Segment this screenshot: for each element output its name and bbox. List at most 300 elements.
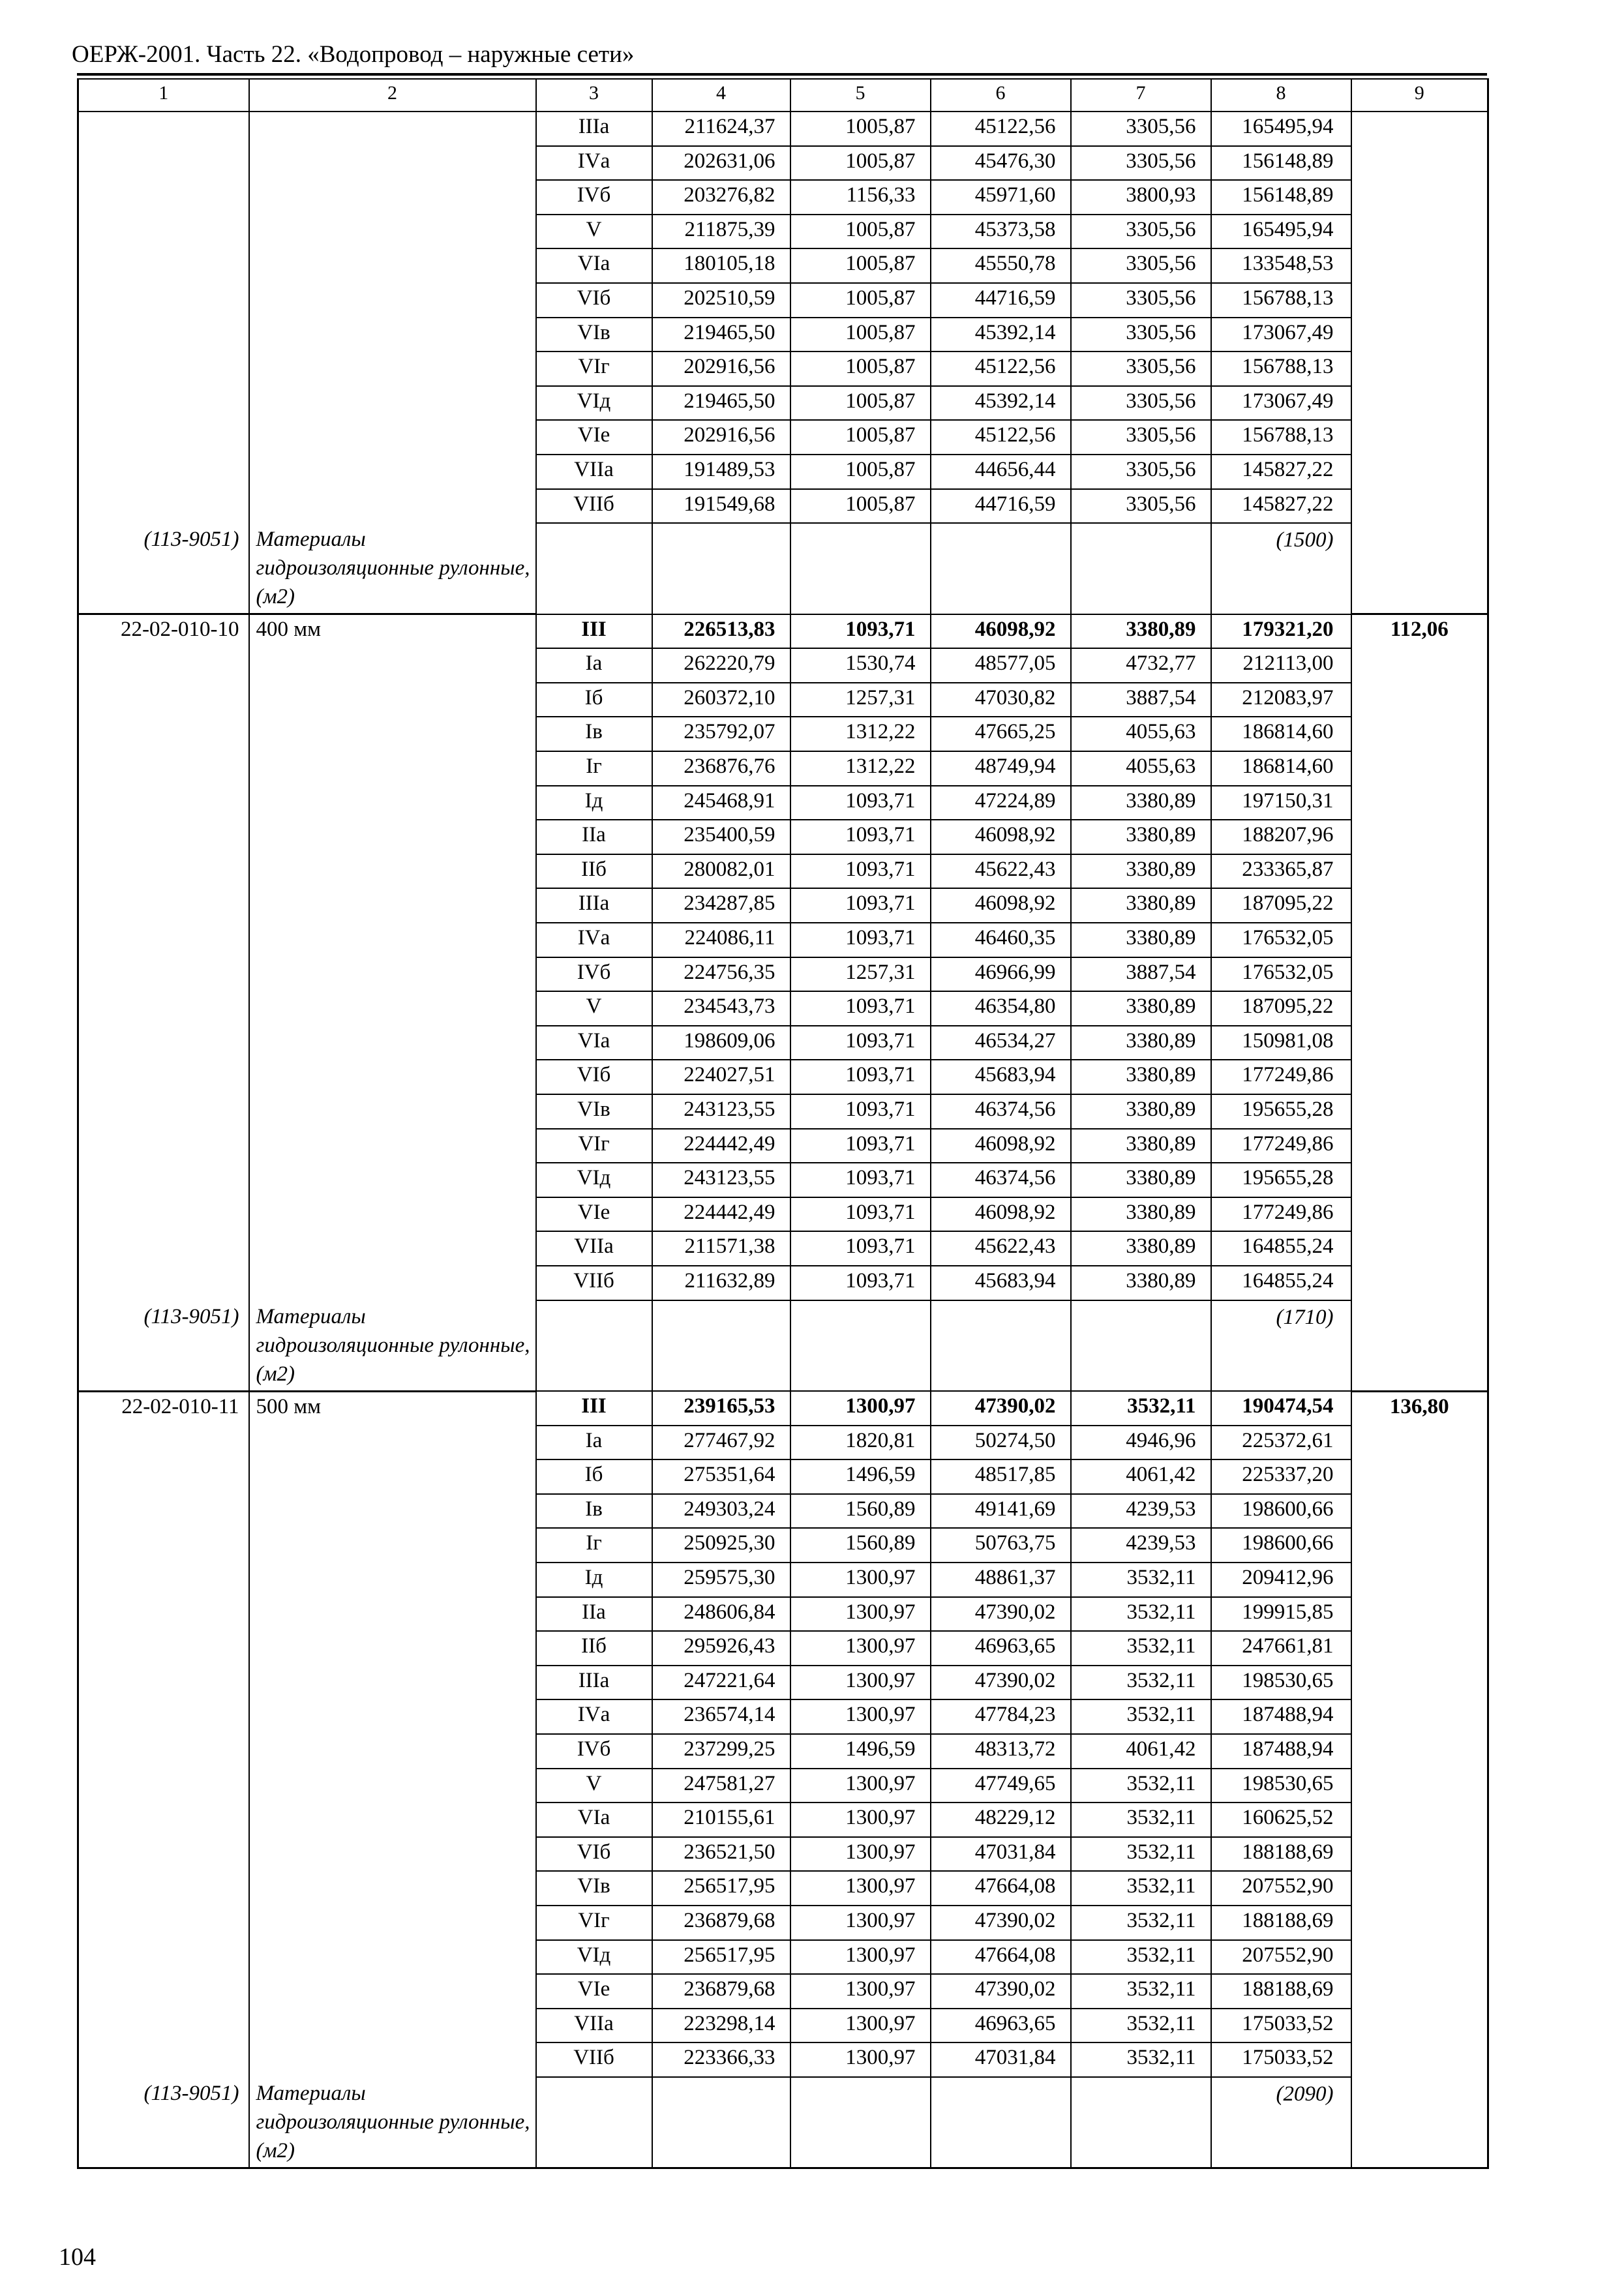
labor-cost <box>1351 854 1488 889</box>
materials-cost: 156788,13 <box>1211 352 1351 386</box>
machine-cost: 47030,82 <box>931 683 1071 717</box>
table-row <box>78 614 1488 649</box>
item-name <box>249 923 536 957</box>
materials-cost: 187095,22 <box>1211 991 1351 1026</box>
labor-cost <box>1351 318 1488 352</box>
table-row <box>78 923 1488 957</box>
materials-cost: 209412,96 <box>1211 1563 1351 1597</box>
table-row <box>78 112 1488 146</box>
labor-cost <box>1351 1163 1488 1197</box>
table-row <box>78 318 1488 352</box>
item-code <box>78 1734 249 1769</box>
region-code: IVб <box>536 1734 652 1769</box>
machine-cost: 44716,59 <box>931 489 1071 524</box>
machine-cost: 47390,02 <box>931 1974 1071 2009</box>
region-code: VIIа <box>536 455 652 489</box>
item-name <box>249 112 536 146</box>
machine-cost: 46098,92 <box>931 1197 1071 1232</box>
machinist-wages: 3532,11 <box>1071 1631 1211 1666</box>
column-number: 2 <box>249 79 536 112</box>
labor-cost <box>1351 248 1488 283</box>
item-name <box>249 283 536 318</box>
empty-cell <box>931 1300 1071 1392</box>
item-code <box>78 1163 249 1197</box>
machinist-wages: 3305,56 <box>1071 420 1211 455</box>
table-row <box>78 1699 1488 1734</box>
item-name <box>249 2009 536 2043</box>
materials-cost: 198600,66 <box>1211 1494 1351 1529</box>
table-row <box>78 489 1488 524</box>
labor-cost <box>1351 1266 1488 1300</box>
labor-cost <box>1351 420 1488 455</box>
region-code: Iг <box>536 751 652 786</box>
region-code: VIIа <box>536 1231 652 1266</box>
machine-cost: 48517,85 <box>931 1459 1071 1494</box>
machine-cost: 45122,56 <box>931 420 1071 455</box>
labor-cost <box>1351 751 1488 786</box>
wages-cost: 1300,97 <box>790 1803 931 1837</box>
total-cost: 236574,14 <box>652 1699 790 1734</box>
total-cost: 203276,82 <box>652 180 790 215</box>
item-name <box>249 1528 536 1563</box>
total-cost: 224027,51 <box>652 1060 790 1094</box>
wages-cost: 1005,87 <box>790 318 931 352</box>
materials-cost: 164855,24 <box>1211 1231 1351 1266</box>
item-code <box>78 957 249 992</box>
region-code: IVб <box>536 180 652 215</box>
machinist-wages: 3532,11 <box>1071 1699 1211 1734</box>
item-name <box>249 957 536 992</box>
labor-cost <box>1351 786 1488 820</box>
table-row <box>78 786 1488 820</box>
empty-cell <box>790 2077 931 2168</box>
total-cost: 234543,73 <box>652 991 790 1026</box>
machine-cost: 47664,08 <box>931 1940 1071 1975</box>
wages-cost: 1300,97 <box>790 1940 931 1975</box>
materials-cost: 225337,20 <box>1211 1459 1351 1494</box>
machinist-wages: 3532,11 <box>1071 1391 1211 1426</box>
materials-cost: 190474,54 <box>1211 1391 1351 1426</box>
materials-cost: 175033,52 <box>1211 2009 1351 2043</box>
materials-cost: 225372,61 <box>1211 1426 1351 1460</box>
wages-cost: 1005,87 <box>790 489 931 524</box>
wages-cost: 1530,74 <box>790 648 931 683</box>
labor-cost <box>1351 1026 1488 1060</box>
wages-cost: 1093,71 <box>790 1197 931 1232</box>
item-name <box>249 1129 536 1163</box>
item-name <box>249 455 536 489</box>
item-code <box>78 1699 249 1734</box>
machinist-wages: 3532,11 <box>1071 1597 1211 1632</box>
machine-cost: 46354,80 <box>931 991 1071 1026</box>
machine-cost: 45392,14 <box>931 386 1071 421</box>
region-code: Iд <box>536 1563 652 1597</box>
wages-cost: 1005,87 <box>790 146 931 181</box>
material-row <box>78 1300 1488 1392</box>
total-cost: 223298,14 <box>652 2009 790 2043</box>
table-row <box>78 1528 1488 1563</box>
column-number: 8 <box>1211 79 1351 112</box>
column-number: 1 <box>78 79 249 112</box>
machinist-wages: 3532,11 <box>1071 1666 1211 1700</box>
total-cost: 236521,50 <box>652 1837 790 1872</box>
labor-cost <box>1351 1699 1488 1734</box>
item-name <box>249 420 536 455</box>
wages-cost: 1300,97 <box>790 1906 931 1940</box>
region-code: IIIа <box>536 888 652 923</box>
machinist-wages: 3380,89 <box>1071 1026 1211 1060</box>
total-cost: 245468,91 <box>652 786 790 820</box>
total-cost: 243123,55 <box>652 1094 790 1129</box>
item-name <box>249 1940 536 1975</box>
region-code: VIа <box>536 248 652 283</box>
materials-cost: 176532,05 <box>1211 957 1351 992</box>
region-code: VIг <box>536 1906 652 1940</box>
wages-cost: 1005,87 <box>790 248 931 283</box>
machine-cost: 45122,56 <box>931 112 1071 146</box>
materials-cost: 188188,69 <box>1211 1974 1351 2009</box>
region-code: VIв <box>536 1094 652 1129</box>
item-name <box>249 1837 536 1872</box>
item-code <box>78 1426 249 1460</box>
machinist-wages: 3532,11 <box>1071 1837 1211 1872</box>
table-row <box>78 1060 1488 1094</box>
region-code: VIг <box>536 1129 652 1163</box>
machinist-wages: 3532,11 <box>1071 2042 1211 2077</box>
total-cost: 180105,18 <box>652 248 790 283</box>
labor-cost <box>1351 386 1488 421</box>
wages-cost: 1496,59 <box>790 1459 931 1494</box>
table-row <box>78 991 1488 1026</box>
table-row <box>78 1459 1488 1494</box>
item-name <box>249 215 536 249</box>
table-row <box>78 1094 1488 1129</box>
total-cost: 259575,30 <box>652 1563 790 1597</box>
machine-cost: 47390,02 <box>931 1666 1071 1700</box>
item-code <box>78 751 249 786</box>
materials-cost: 247661,81 <box>1211 1631 1351 1666</box>
total-cost: 202510,59 <box>652 283 790 318</box>
item-name <box>249 1494 536 1529</box>
labor-cost <box>1351 215 1488 249</box>
machinist-wages: 3380,89 <box>1071 923 1211 957</box>
page-number: 104 <box>59 2243 96 2271</box>
total-cost: 198609,06 <box>652 1026 790 1060</box>
materials-cost: 188188,69 <box>1211 1837 1351 1872</box>
total-cost: 224442,49 <box>652 1129 790 1163</box>
machine-cost: 46374,56 <box>931 1163 1071 1197</box>
table-body <box>78 79 1488 2168</box>
wages-cost: 1300,97 <box>790 1974 931 2009</box>
material-quantity: (2090) <box>1211 2077 1351 2168</box>
table-row <box>78 1391 1488 1426</box>
item-code <box>78 248 249 283</box>
table-row <box>78 854 1488 889</box>
machine-cost: 47390,02 <box>931 1906 1071 1940</box>
wages-cost: 1257,31 <box>790 683 931 717</box>
labor-cost <box>1351 683 1488 717</box>
wages-cost: 1005,87 <box>790 352 931 386</box>
materials-cost: 173067,49 <box>1211 318 1351 352</box>
region-code: VIг <box>536 352 652 386</box>
total-cost: 224086,11 <box>652 923 790 957</box>
materials-cost: 173067,49 <box>1211 386 1351 421</box>
labor-cost <box>1351 1528 1488 1563</box>
machine-cost: 47784,23 <box>931 1699 1071 1734</box>
empty-cell <box>790 523 931 614</box>
wages-cost: 1093,71 <box>790 786 931 820</box>
empty-cell <box>931 2077 1071 2168</box>
wages-cost: 1093,71 <box>790 888 931 923</box>
table-row <box>78 1666 1488 1700</box>
materials-cost: 164855,24 <box>1211 1266 1351 1300</box>
column-number: 7 <box>1071 79 1211 112</box>
total-cost: 243123,55 <box>652 1163 790 1197</box>
region-code: VIе <box>536 1974 652 2009</box>
region-code: IIб <box>536 854 652 889</box>
labor-cost <box>1351 180 1488 215</box>
table-row <box>78 1871 1488 1906</box>
table-row <box>78 1563 1488 1597</box>
item-code <box>78 1837 249 1872</box>
machinist-wages: 3305,56 <box>1071 215 1211 249</box>
empty-cell <box>1351 2077 1488 2168</box>
total-cost: 239165,53 <box>652 1391 790 1426</box>
labor-cost <box>1351 489 1488 524</box>
region-code: IVа <box>536 1699 652 1734</box>
item-code <box>78 854 249 889</box>
region-code: IIIа <box>536 112 652 146</box>
machine-cost: 46963,65 <box>931 1631 1071 1666</box>
region-code: Iг <box>536 1528 652 1563</box>
machinist-wages: 3305,56 <box>1071 489 1211 524</box>
item-code <box>78 283 249 318</box>
materials-cost: 156148,89 <box>1211 180 1351 215</box>
labor-cost: 112,06 <box>1351 614 1488 649</box>
total-cost: 202916,56 <box>652 352 790 386</box>
material-code: (113-9051) <box>78 2077 249 2168</box>
item-name <box>249 1459 536 1494</box>
labor-cost <box>1351 1094 1488 1129</box>
materials-cost: 207552,90 <box>1211 1940 1351 1975</box>
labor-cost <box>1351 1871 1488 1906</box>
item-name: 500 мм <box>249 1391 536 1426</box>
labor-cost <box>1351 1231 1488 1266</box>
empty-cell <box>652 1300 790 1392</box>
materials-cost: 156788,13 <box>1211 420 1351 455</box>
region-code: IIб <box>536 1631 652 1666</box>
region-code: VIд <box>536 1940 652 1975</box>
machine-cost: 48313,72 <box>931 1734 1071 1769</box>
total-cost: 247221,64 <box>652 1666 790 1700</box>
table-row <box>78 1803 1488 1837</box>
region-code: V <box>536 991 652 1026</box>
item-code <box>78 180 249 215</box>
materials-cost: 145827,22 <box>1211 455 1351 489</box>
wages-cost: 1300,97 <box>790 1837 931 1872</box>
wages-cost: 1005,87 <box>790 455 931 489</box>
machinist-wages: 4732,77 <box>1071 648 1211 683</box>
wages-cost: 1300,97 <box>790 1699 931 1734</box>
labor-cost <box>1351 455 1488 489</box>
wages-cost: 1093,71 <box>790 1060 931 1094</box>
column-number: 9 <box>1351 79 1488 112</box>
total-cost: 226513,83 <box>652 614 790 649</box>
header-rule <box>77 73 1487 76</box>
total-cost: 219465,50 <box>652 318 790 352</box>
table-row <box>78 146 1488 181</box>
region-code: VIв <box>536 1871 652 1906</box>
labor-cost <box>1351 1906 1488 1940</box>
total-cost: 211632,89 <box>652 1266 790 1300</box>
table-row <box>78 1734 1488 1769</box>
materials-cost: 156788,13 <box>1211 283 1351 318</box>
machinist-wages: 3532,11 <box>1071 1974 1211 2009</box>
machinist-wages: 4055,63 <box>1071 717 1211 751</box>
labor-cost: 136,80 <box>1351 1391 1488 1426</box>
item-name <box>249 820 536 854</box>
materials-cost: 156148,89 <box>1211 146 1351 181</box>
labor-cost <box>1351 1197 1488 1232</box>
item-code <box>78 1563 249 1597</box>
region-code: Iв <box>536 717 652 751</box>
table-row <box>78 1026 1488 1060</box>
machine-cost: 48577,05 <box>931 648 1071 683</box>
wages-cost: 1093,71 <box>790 1266 931 1300</box>
material-code: (113-9051) <box>78 523 249 614</box>
wages-cost: 1300,97 <box>790 1666 931 1700</box>
machinist-wages: 3532,11 <box>1071 1803 1211 1837</box>
machinist-wages: 3305,56 <box>1071 248 1211 283</box>
empty-cell <box>536 523 652 614</box>
wages-cost: 1300,97 <box>790 1597 931 1632</box>
machine-cost: 45683,94 <box>931 1060 1071 1094</box>
machinist-wages: 3305,56 <box>1071 318 1211 352</box>
machine-cost: 47390,02 <box>931 1391 1071 1426</box>
machine-cost: 50274,50 <box>931 1426 1071 1460</box>
machinist-wages: 3532,11 <box>1071 1940 1211 1975</box>
materials-cost: 186814,60 <box>1211 751 1351 786</box>
column-number-row <box>78 79 1488 112</box>
empty-cell <box>652 523 790 614</box>
region-code: VIIб <box>536 2042 652 2077</box>
wages-cost: 1005,87 <box>790 420 931 455</box>
labor-cost <box>1351 1459 1488 1494</box>
wages-cost: 1300,97 <box>790 1391 931 1426</box>
materials-cost: 175033,52 <box>1211 2042 1351 2077</box>
wages-cost: 1300,97 <box>790 1769 931 1803</box>
labor-cost <box>1351 1129 1488 1163</box>
materials-cost: 198600,66 <box>1211 1528 1351 1563</box>
item-code <box>78 1231 249 1266</box>
machinist-wages: 3532,11 <box>1071 1906 1211 1940</box>
materials-cost: 197150,31 <box>1211 786 1351 820</box>
materials-cost: 207552,90 <box>1211 1871 1351 1906</box>
item-name <box>249 648 536 683</box>
item-name <box>249 888 536 923</box>
machinist-wages: 3380,89 <box>1071 614 1211 649</box>
table-row <box>78 820 1488 854</box>
machine-cost: 45373,58 <box>931 215 1071 249</box>
wages-cost: 1093,71 <box>790 854 931 889</box>
machinist-wages: 4061,42 <box>1071 1459 1211 1494</box>
materials-cost: 199915,85 <box>1211 1597 1351 1632</box>
item-code <box>78 420 249 455</box>
machine-cost: 46098,92 <box>931 614 1071 649</box>
region-code: Iд <box>536 786 652 820</box>
machinist-wages: 3380,89 <box>1071 888 1211 923</box>
column-number: 5 <box>790 79 931 112</box>
table-row <box>78 683 1488 717</box>
item-code <box>78 1528 249 1563</box>
wages-cost: 1496,59 <box>790 1734 931 1769</box>
machinist-wages: 4055,63 <box>1071 751 1211 786</box>
column-number: 4 <box>652 79 790 112</box>
labor-cost <box>1351 888 1488 923</box>
table-row <box>78 215 1488 249</box>
total-cost: 210155,61 <box>652 1803 790 1837</box>
item-name <box>249 1026 536 1060</box>
labor-cost <box>1351 146 1488 181</box>
machine-cost: 45476,30 <box>931 146 1071 181</box>
materials-cost: 187488,94 <box>1211 1699 1351 1734</box>
materials-cost: 133548,53 <box>1211 248 1351 283</box>
wages-cost: 1300,97 <box>790 1563 931 1597</box>
item-name <box>249 1734 536 1769</box>
table-row <box>78 1837 1488 1872</box>
machine-cost: 45550,78 <box>931 248 1071 283</box>
machinist-wages: 3532,11 <box>1071 1871 1211 1906</box>
machine-cost: 48229,12 <box>931 1803 1071 1837</box>
machinist-wages: 3305,56 <box>1071 112 1211 146</box>
wages-cost: 1093,71 <box>790 1163 931 1197</box>
table-row <box>78 1129 1488 1163</box>
item-code <box>78 648 249 683</box>
total-cost: 256517,95 <box>652 1871 790 1906</box>
total-cost: 248606,84 <box>652 1597 790 1632</box>
table-row <box>78 2042 1488 2077</box>
empty-cell <box>536 1300 652 1392</box>
materials-cost: 165495,94 <box>1211 215 1351 249</box>
wages-cost: 1300,97 <box>790 2042 931 2077</box>
total-cost: 262220,79 <box>652 648 790 683</box>
machine-cost: 44656,44 <box>931 455 1071 489</box>
region-code: VIа <box>536 1026 652 1060</box>
wages-cost: 1093,71 <box>790 923 931 957</box>
total-cost: 277467,92 <box>652 1426 790 1460</box>
machine-cost: 46098,92 <box>931 888 1071 923</box>
column-number: 3 <box>536 79 652 112</box>
empty-cell <box>931 523 1071 614</box>
item-code <box>78 455 249 489</box>
wages-cost: 1005,87 <box>790 215 931 249</box>
item-code <box>78 1974 249 2009</box>
materials-cost: 176532,05 <box>1211 923 1351 957</box>
item-name <box>249 786 536 820</box>
table-row <box>78 1163 1488 1197</box>
machinist-wages: 3305,56 <box>1071 386 1211 421</box>
total-cost: 235792,07 <box>652 717 790 751</box>
machinist-wages: 3380,89 <box>1071 991 1211 1026</box>
table-row <box>78 1597 1488 1632</box>
item-code <box>78 1631 249 1666</box>
materials-cost: 187095,22 <box>1211 888 1351 923</box>
labor-cost <box>1351 923 1488 957</box>
region-code: Iа <box>536 648 652 683</box>
materials-cost: 188188,69 <box>1211 1906 1351 1940</box>
total-cost: 295926,43 <box>652 1631 790 1666</box>
labor-cost <box>1351 820 1488 854</box>
